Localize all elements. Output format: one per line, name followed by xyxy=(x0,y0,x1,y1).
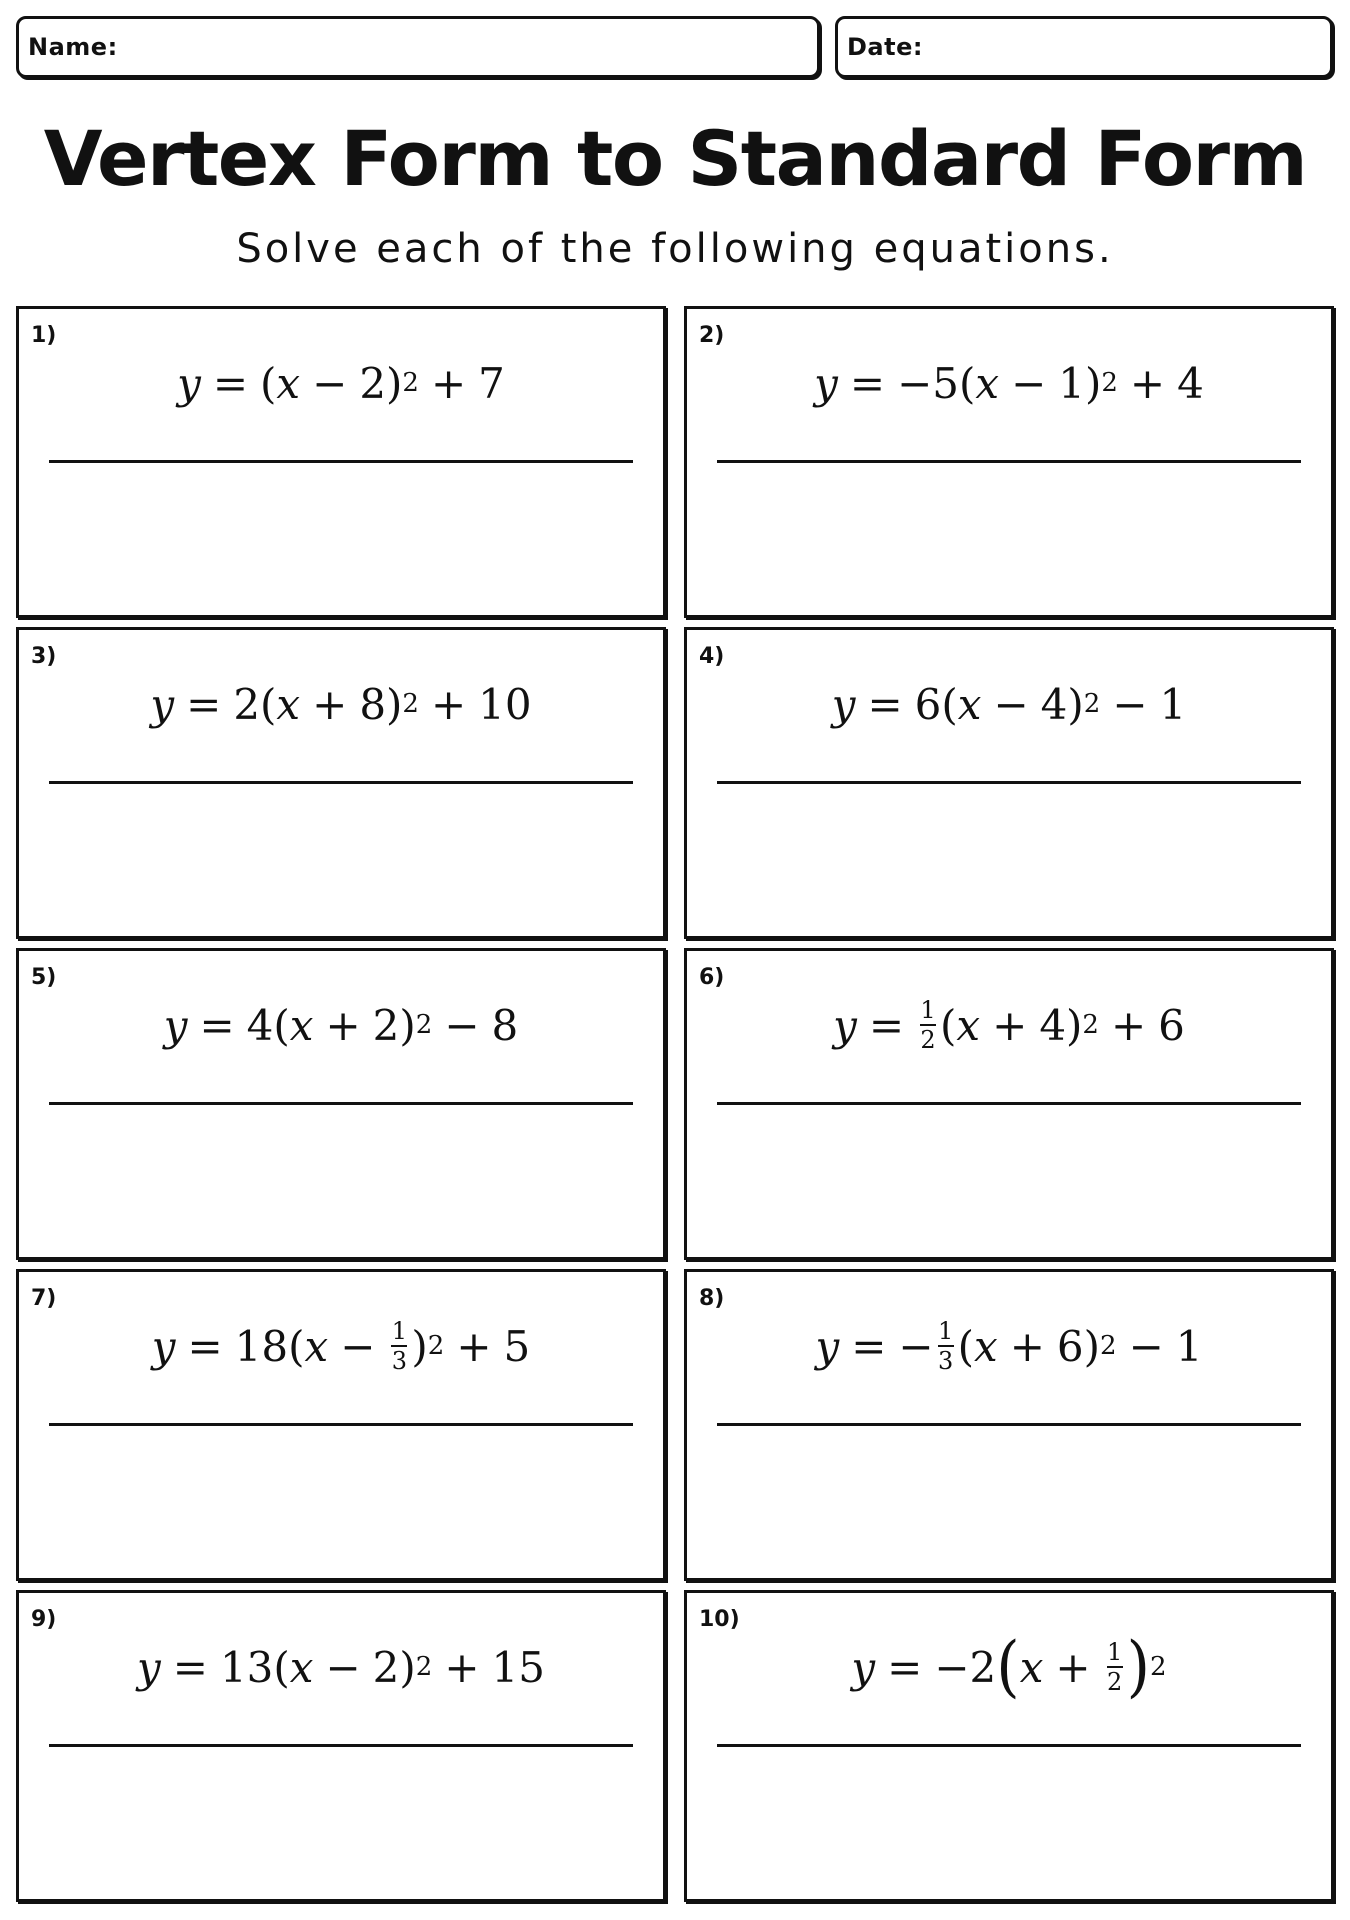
problem-card-4 xyxy=(684,627,1334,939)
problem-equation: y = 18( x − $\frac{1}{3}$ ) 2 + 5 xyxy=(151,1317,531,1375)
problem-equation: y = ( x − 2) 2 + 7 xyxy=(177,358,505,408)
answer-line[interactable] xyxy=(717,781,1301,784)
name-label: Name: xyxy=(28,33,118,61)
problem-number: 1) xyxy=(31,323,57,348)
answer-line[interactable] xyxy=(717,1102,1301,1105)
date-label: Date: xyxy=(847,33,923,61)
problem-grid xyxy=(16,306,1334,1902)
problem-card-1 xyxy=(16,306,666,618)
answer-line[interactable] xyxy=(717,460,1301,463)
problem-card-3 xyxy=(16,627,666,939)
answer-line[interactable] xyxy=(717,1744,1301,1747)
fraction: $\frac{1}{3}$ xyxy=(391,1317,408,1375)
problem-number: 6) xyxy=(699,965,725,990)
problem-equation: y = − $\frac{1}{3}$ ( x + 6) 2 − 1 xyxy=(815,1317,1203,1375)
problem-equation: y = 4( x + 2) 2 − 8 xyxy=(163,1000,519,1050)
problem-card-8 xyxy=(684,1269,1334,1581)
answer-line[interactable] xyxy=(49,1744,633,1747)
fraction: $\frac{1}{3}$ xyxy=(937,1317,954,1375)
answer-line[interactable] xyxy=(49,460,633,463)
problem-number: 9) xyxy=(31,1607,57,1632)
problem-equation: y = −5( x − 1) 2 + 4 xyxy=(814,358,1204,408)
problem-number: 4) xyxy=(699,644,725,669)
answer-line[interactable] xyxy=(49,781,633,784)
problem-card-5 xyxy=(16,948,666,1260)
problem-card-9 xyxy=(16,1590,666,1902)
problem-equation: y = $\frac{1}{2}$ ( x + 4) 2 + 6 xyxy=(833,996,1185,1054)
problem-number: 2) xyxy=(699,323,725,348)
answer-line[interactable] xyxy=(49,1423,633,1426)
problem-equation: y = 13( x − 2) 2 + 15 xyxy=(137,1642,545,1692)
problem-number: 10) xyxy=(699,1607,740,1632)
date-field[interactable] xyxy=(835,16,1333,78)
problem-equation: y = −2 ( x + $\frac{1}{2}$ ) 2 xyxy=(851,1628,1167,1706)
problem-card-6 xyxy=(684,948,1334,1260)
fraction: $\frac{1}{2}$ xyxy=(1106,1638,1123,1696)
problem-card-10 xyxy=(684,1590,1334,1902)
problem-equation: y = 6( x − 4) 2 − 1 xyxy=(831,679,1187,729)
problem-number: 5) xyxy=(31,965,57,990)
problem-equation: y = 2( x + 8) 2 + 10 xyxy=(150,679,532,729)
fraction: $\frac{1}{2}$ xyxy=(920,996,936,1054)
instructions: Solve each of the following equations. xyxy=(236,226,1114,272)
problem-number: 8) xyxy=(699,1286,725,1311)
problem-number: 3) xyxy=(31,644,57,669)
answer-line[interactable] xyxy=(717,1423,1301,1426)
name-field[interactable] xyxy=(16,16,820,78)
problem-card-2 xyxy=(684,306,1334,618)
problem-card-7 xyxy=(16,1269,666,1581)
page-title: Vertex Form to Standard Form xyxy=(43,114,1307,203)
problem-number: 7) xyxy=(31,1286,57,1311)
answer-line[interactable] xyxy=(49,1102,633,1105)
